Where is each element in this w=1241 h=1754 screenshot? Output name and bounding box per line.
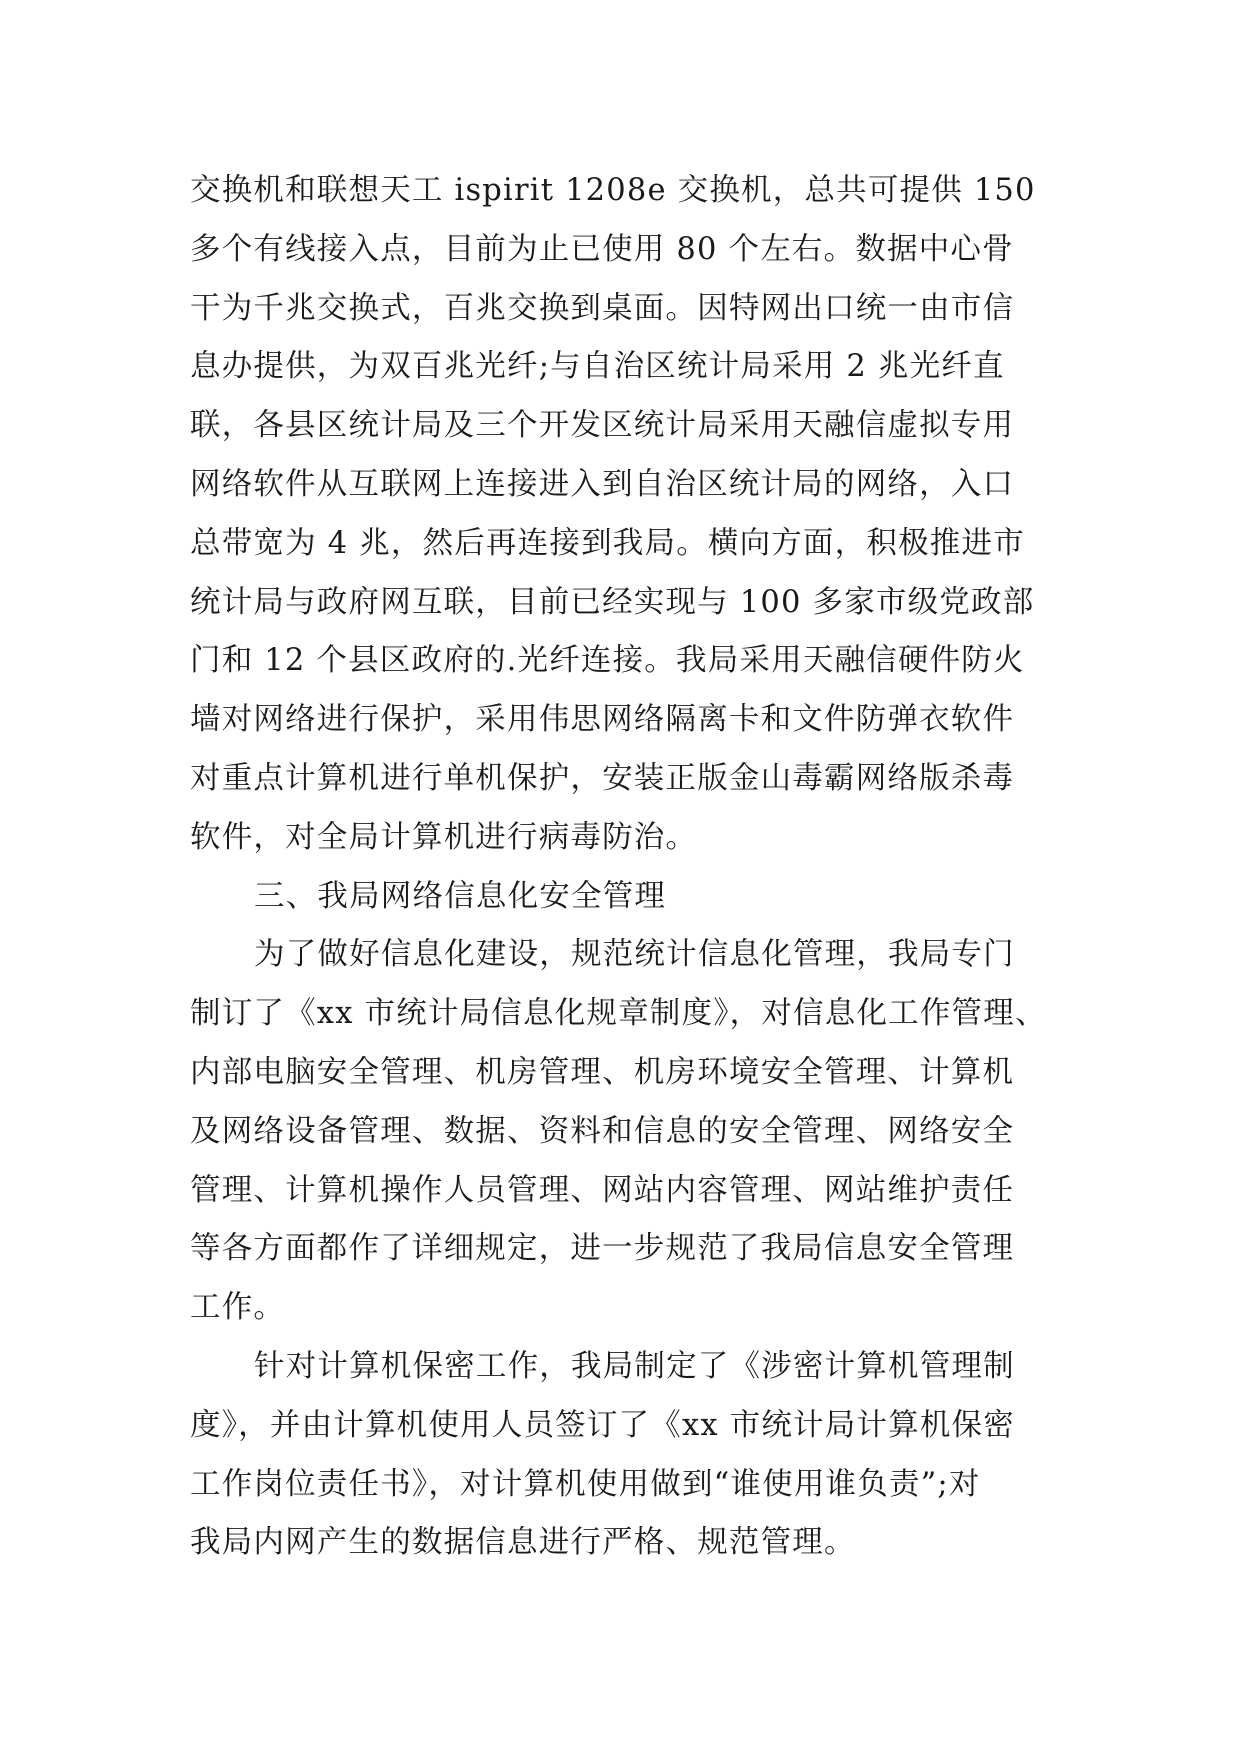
text-line-7: 总带宽为 4 兆，然后再连接到我局。横向方面，积极推进市 xyxy=(190,525,1025,561)
text-line-1: 交换机和联想天工 ispirit 1208e 交换机，总共可提供 150 xyxy=(190,173,1036,208)
text-line-11: 对重点计算机进行单机保护，安装正版金山毒霸网络版杀毒 xyxy=(190,760,1015,796)
text-line-10: 墙对网络进行保护，采用伟思网络隔离卡和文件防弹衣软件 xyxy=(190,702,1015,738)
text-line-2: 多个有线接入点，目前为止已使用 80 个左右。数据中心骨 xyxy=(190,231,1014,267)
text-line-17: 及网络设备管理、数据、资料和信息的安全管理、网络安全 xyxy=(190,1113,1015,1149)
text-line-21: 针对计算机保密工作，我局制定了《涉密计算机管理制 xyxy=(254,1348,1015,1384)
text-line-16: 内部电脑安全管理、机房管理、机房环境安全管理、计算机 xyxy=(190,1054,1015,1090)
text-line-4: 息办提供，为双百兆光纤;与自治区统计局采用 2 兆光纤直 xyxy=(190,349,1005,385)
text-line-8: 统计局与政府网互联，目前已经实现与 100 多家市级党政部 xyxy=(190,584,1035,620)
text-line-22: 度》，并由计算机使用人员签订了《xx 市统计局计算机保密 xyxy=(190,1407,1015,1443)
text-line-6: 网络软件从互联网上连接进入到自治区统计局的网络，入口 xyxy=(190,466,1015,502)
text-line-24: 我局内网产生的数据信息进行严格、规范管理。 xyxy=(190,1525,856,1561)
text-line-23: 工作岗位责任书》，对计算机使用做到“谁使用谁负责”;对 xyxy=(190,1466,981,1502)
text-line-12: 软件，对全局计算机进行病毒防治。 xyxy=(190,819,698,855)
text-line-3: 干为千兆交换式，百兆交换到桌面。因特网出口统一由市信 xyxy=(190,290,1015,326)
body-text xyxy=(190,162,1070,1573)
text-line-5: 联，各县区统计局及三个开发区统计局采用天融信虚拟专用 xyxy=(190,408,1015,444)
section-heading: 三、我局网络信息化安全管理 xyxy=(254,878,667,914)
text-line-18: 管理、计算机操作人员管理、网站内容管理、网站维护责任 xyxy=(190,1172,1015,1208)
text-line-19: 等各方面都作了详细规定，进一步规范了我局信息安全管理 xyxy=(190,1231,1015,1267)
text-line-9: 门和 12 个县区政府的.光纤连接。我局采用天融信硬件防火 xyxy=(190,643,1025,679)
text-line-15: 制订了《xx 市统计局信息化规章制度》，对信息化工作管理、 xyxy=(190,996,1047,1032)
text-line-14: 为了做好信息化建设，规范统计信息化管理，我局专门 xyxy=(254,937,1015,973)
text-line-20: 工作。 xyxy=(190,1290,286,1326)
